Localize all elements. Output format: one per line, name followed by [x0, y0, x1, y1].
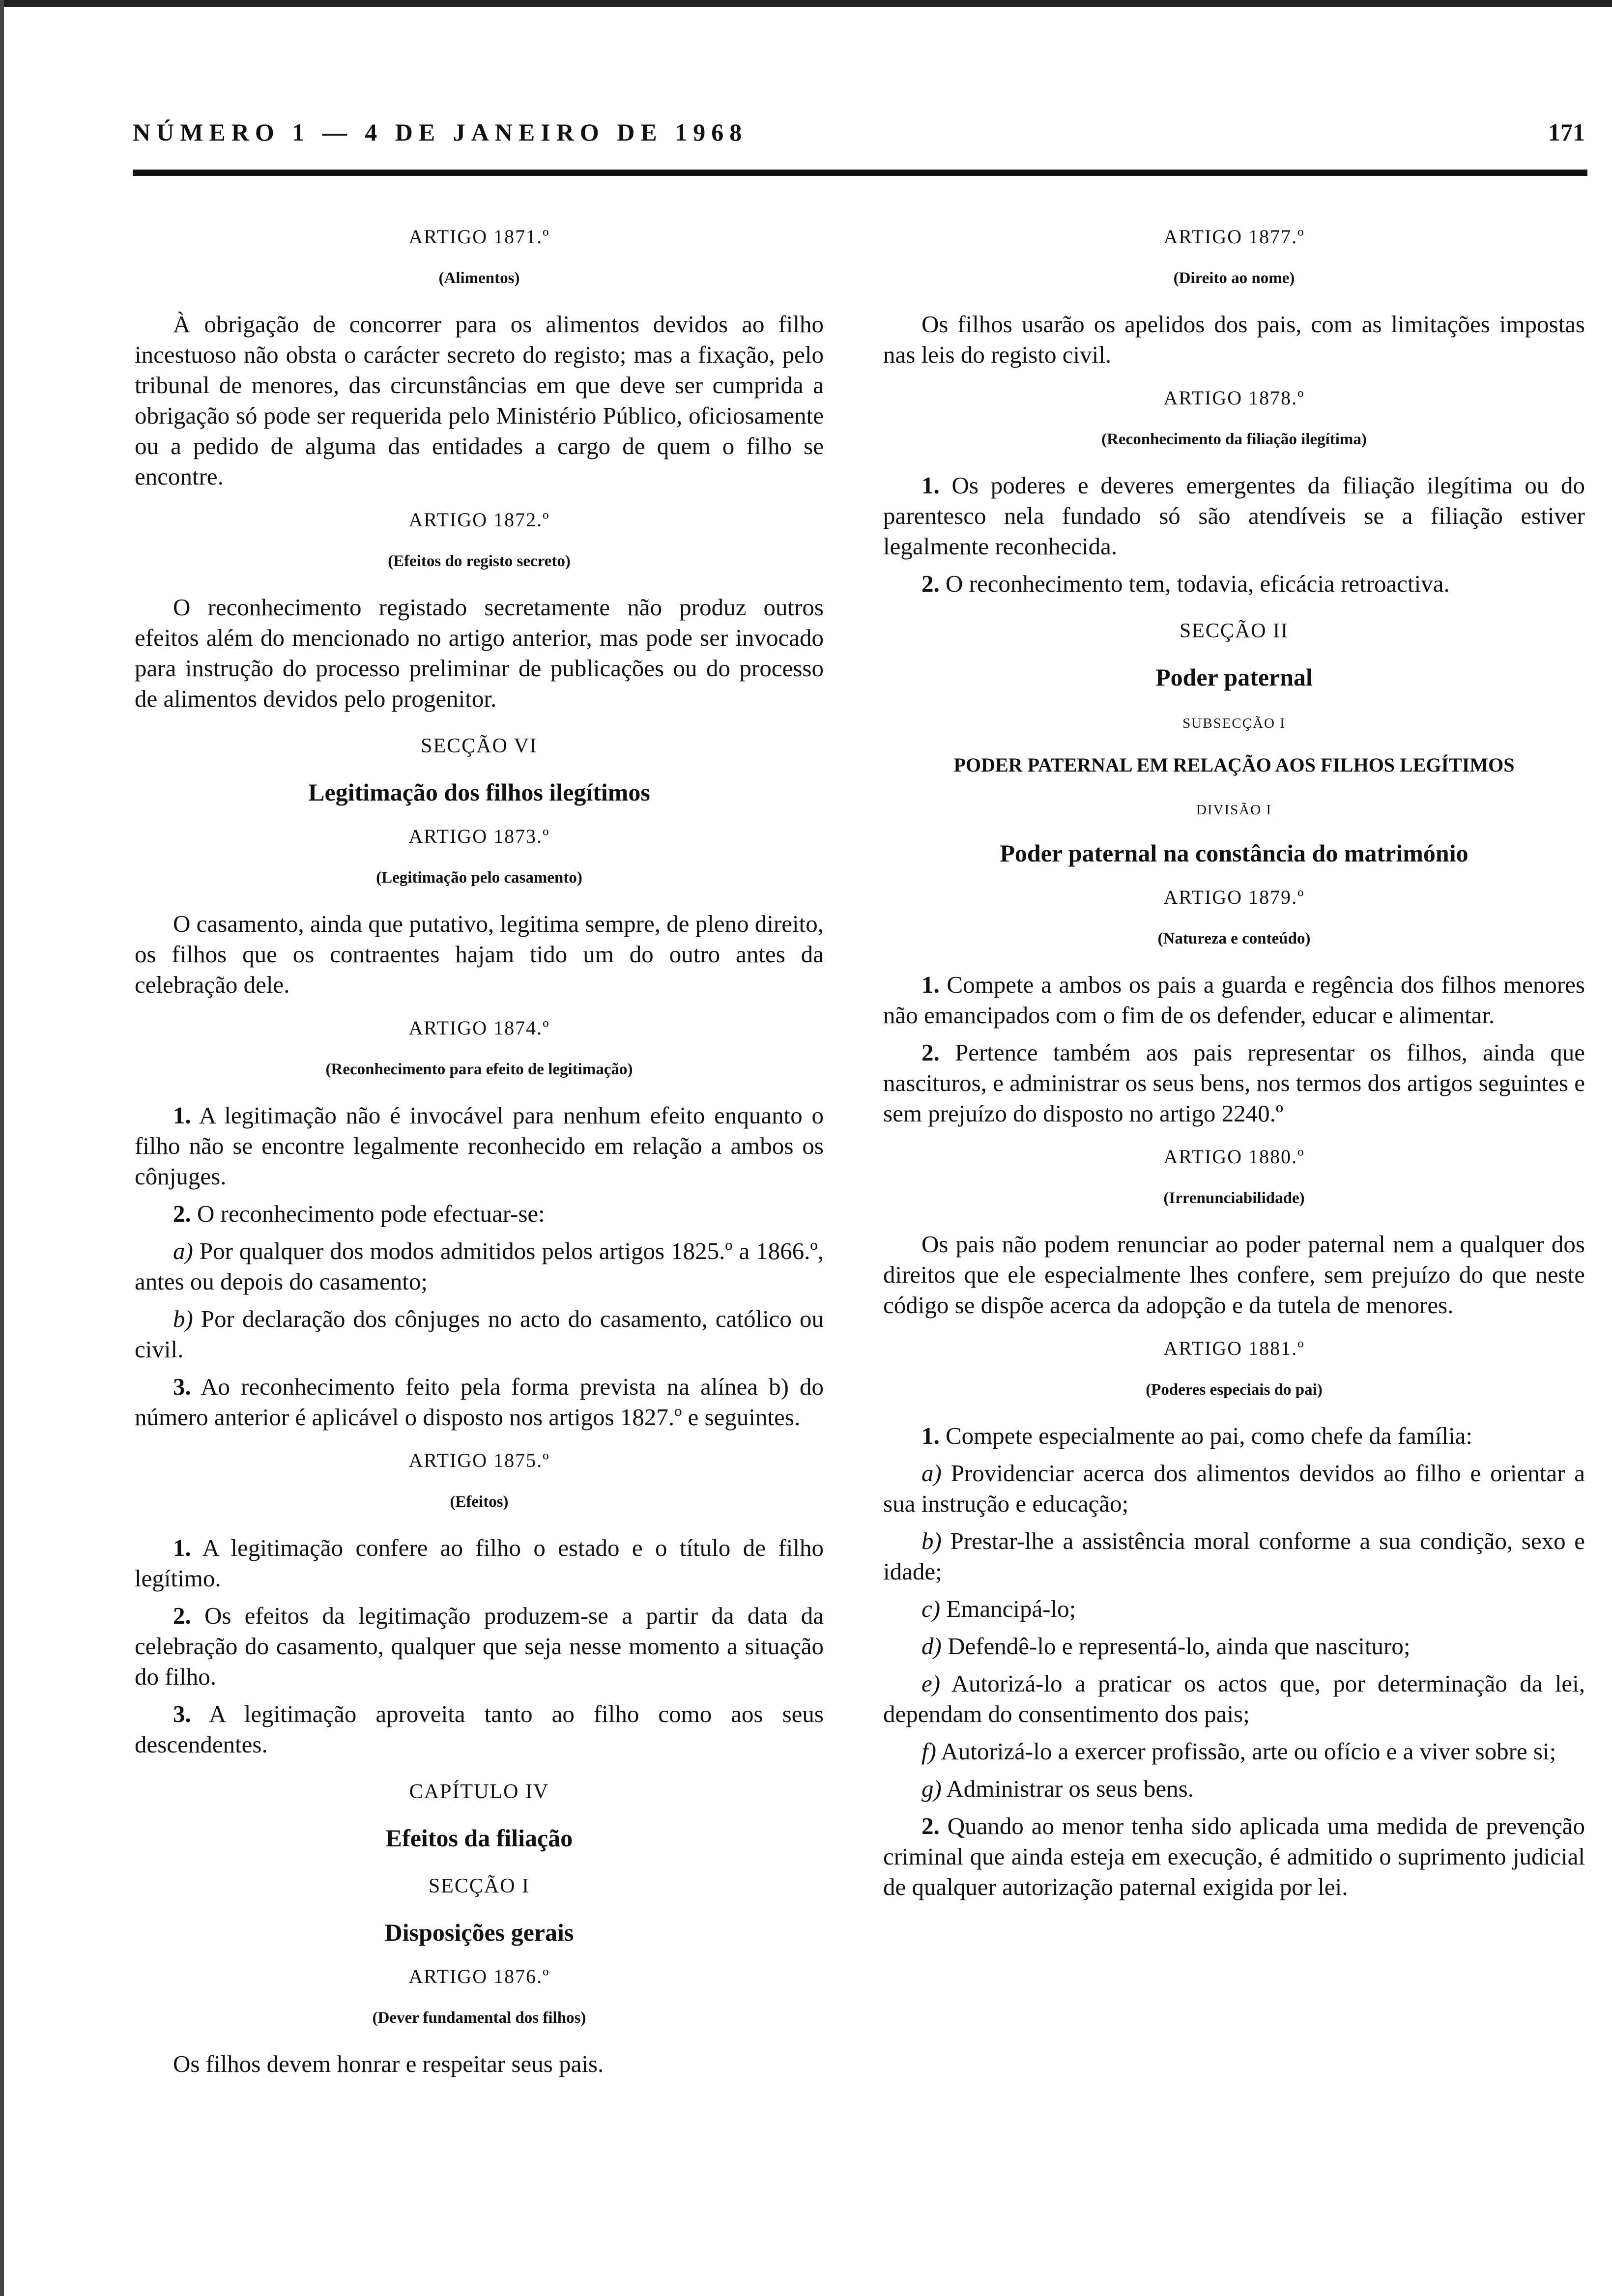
paragraph-number: 2. [921, 1039, 940, 1066]
paragraph-number: 2. [921, 1812, 940, 1839]
paragraph-text: Por declaração dos cônjuges no acto do casamento, católico ou civil. [135, 1305, 824, 1363]
paragraph-text: Os filhos devem honrar e respeitar seus pais. [173, 2050, 604, 2077]
paragraph [135, 909, 824, 1000]
list-item [883, 1668, 1585, 1729]
article-number: ARTIGO 1872.º [408, 509, 550, 531]
article-number: ARTIGO 1878.º [1163, 387, 1305, 409]
article-subtitle: (Efeitos) [450, 1493, 509, 1511]
paragraph-text: Os pais não podem renunciar ao poder paternal nem a qualquer dos direitos que ele especialmente lhes confere, sem prejuízo do que neste código se dispõe acerca da adopção e da tutela de menores. [883, 1231, 1585, 1319]
paragraph-text: Por qualquer dos modos admitidos pelos artigos 1825.º a 1866.º, antes ou depois do casamento; [135, 1237, 824, 1295]
list-item [883, 1736, 1585, 1767]
paragraph-text: A legitimação aproveita tanto ao filho como aos seus descendentes. [135, 1700, 824, 1758]
paragraph-number: 1. [173, 1534, 191, 1561]
article-subtitle: (Legitimação pelo casamento) [376, 869, 582, 887]
subsection-heading: PODER PATERNAL EM RELAÇÃO AOS FILHOS LEGÍTIMOS [953, 754, 1515, 776]
list-item [883, 1594, 1585, 1624]
paragraph-text: O reconhecimento registado secretamente não produz outros efeitos além do mencionado no artigo anterior, mas pode ser invocado para instrução do processo preliminar de publicações ou do processo de alimentos devidos pelo progenitor. [135, 594, 824, 712]
paragraph-text: O reconhecimento tem, todavia, eficácia retroactiva. [946, 570, 1450, 597]
paragraph [135, 1533, 824, 1594]
item-letter: d) [921, 1633, 942, 1660]
paragraph-number: 2. [173, 1602, 191, 1629]
section-heading: Poder paternal na constância do matrimónio [1000, 839, 1468, 867]
subsection-label: DIVISÃO I [1196, 802, 1272, 818]
paragraph-text: Compete a ambos os pais a guarda e regência dos filhos menores não emancipados com o fim de os defender, educar e alimentar. [883, 971, 1585, 1029]
right-column [883, 209, 1585, 1902]
article-number: ARTIGO 1874.º [408, 1017, 550, 1039]
paragraph-text: A legitimação não é invocável para nenhum efeito enquanto o filho não se encontre legalmente reconhecido em relação a ambos os cônjuges. [135, 1102, 824, 1190]
item-letter: g) [921, 1775, 942, 1802]
section-heading: Disposições gerais [384, 1919, 574, 1946]
section-heading: Efeitos da filiação [385, 1824, 573, 1852]
section-label: CAPÍTULO IV [409, 1780, 549, 1803]
article-subtitle: (Direito ao nome) [1173, 269, 1295, 287]
paragraph-text: Quando ao menor tenha sido aplicada uma medida de prevenção criminal que ainda esteja em execução, é admitido o suprimento judicial de qualquer autorização paternal exigida por lei. [883, 1812, 1585, 1900]
article-number: ARTIGO 1877.º [1163, 226, 1305, 248]
item-letter: a) [921, 1460, 942, 1487]
paragraph [883, 470, 1585, 562]
list-item [135, 1304, 824, 1365]
paragraph-text: Os poderes e deveres emergentes da filiação ilegítima ou do parentesco nela fundado só são atendíveis se a filiação estiver legalmente reconhecida. [883, 472, 1585, 560]
article-subtitle: (Reconhecimento para efeito de legitimação) [325, 1061, 633, 1078]
article-subtitle: (Reconhecimento da filiação ilegítima) [1101, 430, 1367, 448]
paragraph-number: 2. [921, 570, 940, 597]
paragraph [135, 1100, 824, 1192]
section-heading: Legitimação dos filhos ilegítimos [308, 778, 650, 806]
list-item [883, 1774, 1585, 1804]
header-rule [133, 170, 1587, 176]
paragraph-text: Autorizá-lo a praticar os actos que, por determinação da lei, dependam do consentimento dos pais; [883, 1670, 1585, 1727]
paragraph [135, 1372, 824, 1433]
paragraph-number: 1. [173, 1102, 191, 1129]
paragraph-number: 1. [921, 472, 940, 499]
paragraph-text: A legitimação confere ao filho o estado e o título de filho legítimo. [135, 1534, 824, 1592]
paragraph-text: Defendê-lo e representá-lo, ainda que nascituro; [948, 1633, 1410, 1660]
paragraph-text: Os filhos usarão os apelidos dos pais, com as limitações impostas nas leis do registo civil. [883, 311, 1585, 368]
paragraph [883, 569, 1585, 599]
paragraph [135, 1199, 824, 1229]
item-letter: b) [173, 1305, 193, 1332]
paragraph [135, 592, 824, 714]
paragraph-text: Administrar os seus bens. [946, 1775, 1194, 1802]
paragraph-text: O reconhecimento pode efectuar-se: [197, 1200, 545, 1227]
scan-edge-left [0, 0, 4, 2296]
article-number: ARTIGO 1879.º [1163, 886, 1305, 908]
article-subtitle: (Dever fundamental dos filhos) [372, 2009, 586, 2027]
article-number: ARTIGO 1880.º [1163, 1146, 1305, 1168]
item-letter: a) [173, 1237, 193, 1264]
paragraph-text: Pertence também aos pais representar os filhos, ainda que nascituros, e administrar os seus bens, nos termos dos artigos seguintes e sem prejuízo do disposto no artigo 2240.º [883, 1039, 1585, 1127]
paragraph [135, 1699, 824, 1760]
section-label: SECÇÃO I [428, 1875, 530, 1897]
paragraph [883, 970, 1585, 1031]
page-number: 171 [1548, 118, 1585, 146]
article-number: ARTIGO 1871.º [408, 226, 550, 248]
paragraph-text: Ao reconhecimento feito pela forma prevista na alínea b) do número anterior é aplicável o disposto nos artigos 1827.º e seguintes. [135, 1373, 824, 1431]
paragraph-number: 3. [173, 1700, 191, 1727]
paragraph-text: Emancipá-lo; [946, 1595, 1076, 1622]
item-letter: c) [921, 1595, 941, 1622]
section-heading: Poder paternal [1155, 663, 1313, 691]
page-header [133, 118, 1585, 157]
paragraph-text: Providenciar acerca dos alimentos devidos ao filho e orientar a sua instrução e educação; [883, 1460, 1585, 1517]
paragraph-text: À obrigação de concorrer para os alimentos devidos ao filho incestuoso não obsta o carácter secreto do registo; mas a fixação, pelo tribunal de menores, das circunstâncias em que deve ser cumprida a obrigação só pode ser requerida pelo Ministério Público, oficiosamente ou a pedido de alguma das entidades a cargo de quem o filho se encontre. [135, 311, 824, 490]
article-number: ARTIGO 1881.º [1163, 1337, 1305, 1359]
article-subtitle: (Poderes especiais do pai) [1146, 1381, 1323, 1399]
paragraph [883, 1037, 1585, 1129]
list-item [883, 1458, 1585, 1519]
article-number: ARTIGO 1876.º [408, 1965, 550, 1987]
article-subtitle: (Irrenunciabilidade) [1163, 1189, 1305, 1207]
article-number: ARTIGO 1875.º [408, 1449, 550, 1471]
paragraph-number: 1. [921, 971, 940, 998]
list-item [883, 1526, 1585, 1587]
left-column [135, 209, 824, 2079]
subsection-label: SUBSECÇÃO I [1182, 716, 1286, 731]
issue-title: NÚMERO 1 — 4 DE JANEIRO DE 1968 [133, 118, 748, 146]
article-subtitle: (Alimentos) [438, 269, 520, 287]
item-letter: b) [921, 1527, 942, 1554]
paragraph [883, 1421, 1585, 1451]
paragraph-text: Autorizá-lo a exercer profissão, arte ou ofício e a viver sobre si; [941, 1738, 1556, 1765]
paragraph [883, 1229, 1585, 1320]
paragraph [135, 309, 824, 492]
item-letter: e) [921, 1670, 941, 1697]
section-label: SECÇÃO II [1179, 620, 1289, 642]
paragraph-number: 2. [173, 1200, 191, 1227]
list-item [883, 1631, 1585, 1662]
article-number: ARTIGO 1873.º [408, 825, 550, 847]
paragraph-number: 3. [173, 1373, 191, 1400]
paragraph-text: Compete especialmente ao pai, como chefe da família: [946, 1422, 1473, 1449]
article-subtitle: (Natureza e conteúdo) [1157, 930, 1311, 947]
paragraph-text: O casamento, ainda que putativo, legitima sempre, de pleno direito, os filhos que os contraentes hajam tido um do outro antes da celebração dele. [135, 910, 824, 998]
paragraph [135, 2049, 824, 2079]
paragraph-number: 1. [921, 1422, 940, 1449]
paragraph-text: Os efeitos da legitimação produzem-se a partir da data da celebração do casamento, qualquer que seja nesse momento a situação do filho. [135, 1602, 824, 1690]
paragraph [883, 1811, 1585, 1902]
paragraph-text: Prestar-lhe a assistência moral conforme a sua condição, sexo e idade; [883, 1527, 1585, 1585]
scan-edge-top [0, 0, 1612, 7]
paragraph [135, 1601, 824, 1692]
item-letter: f) [921, 1738, 936, 1765]
section-label: SECÇÃO VI [421, 735, 538, 757]
paragraph [883, 309, 1585, 370]
list-item [135, 1236, 824, 1297]
article-subtitle: (Efeitos do registo secreto) [388, 552, 571, 570]
